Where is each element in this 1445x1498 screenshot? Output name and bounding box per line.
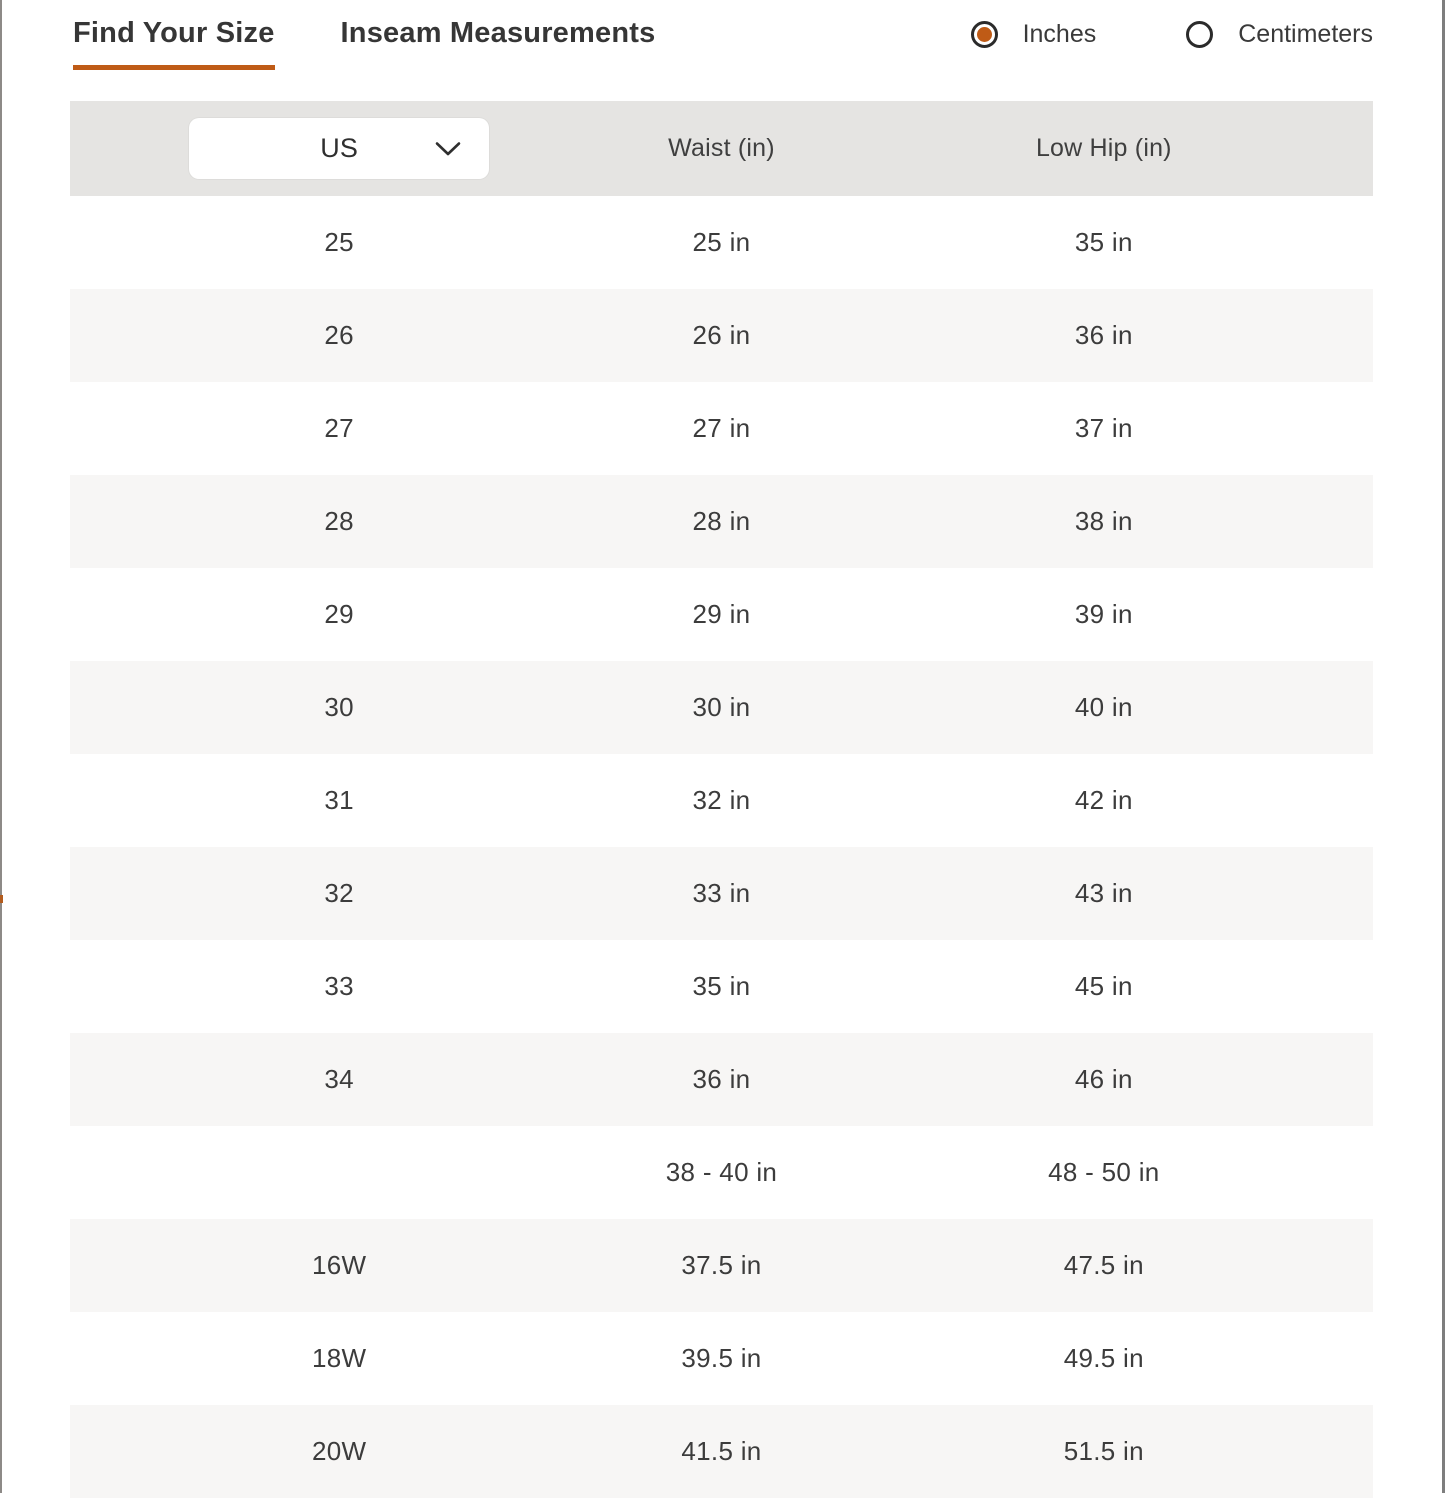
table-cell: 31 [324, 785, 354, 815]
table-cell: 35 in [692, 971, 751, 1001]
table-cell: 43 in [1074, 878, 1133, 908]
table-row [70, 1033, 1373, 1126]
table-cell: 42 in [1074, 785, 1133, 815]
table-row [70, 475, 1373, 568]
table-cell: 26 [324, 320, 354, 350]
tab-find-your-size[interactable]: Find Your Size [73, 0, 275, 70]
table-row [70, 289, 1373, 382]
table-cell: 49.5 in [1063, 1343, 1144, 1373]
table-cell: 29 in [692, 599, 751, 629]
table-cell: 28 [324, 506, 354, 536]
table-cell: 25 [324, 227, 354, 257]
table-row [70, 1312, 1373, 1405]
table-cell: 27 in [692, 413, 751, 443]
table-cell: 16W [311, 1250, 367, 1280]
radio-unselected-icon [1186, 21, 1213, 48]
table-row [70, 940, 1373, 1033]
table-row [70, 754, 1373, 847]
table-cell: 29 [324, 599, 354, 629]
column-header-waist: Waist (in) [668, 134, 775, 162]
table-cell: 30 in [692, 692, 751, 722]
radio-dot [977, 27, 992, 42]
table-cell: 40 in [1074, 692, 1133, 722]
table-cell: 37.5 in [681, 1250, 762, 1280]
chevron-down-icon [435, 141, 461, 156]
table-cell: 37 in [1074, 413, 1133, 443]
column-header-size [148, 118, 530, 179]
table-row [70, 1219, 1373, 1312]
table-row [70, 382, 1373, 475]
table-row [70, 1405, 1373, 1498]
region-select[interactable] [189, 118, 489, 179]
table-cell: 34 [324, 1064, 354, 1094]
radio-selected-icon [971, 21, 998, 48]
table-row [70, 1126, 1373, 1219]
table-cell: 46 in [1074, 1064, 1133, 1094]
table-cell: 27 [324, 413, 354, 443]
size-table [70, 101, 1373, 1498]
table-cell: 33 in [692, 878, 751, 908]
table-cell: 33 [324, 971, 354, 1001]
table-cell: 36 in [1074, 320, 1133, 350]
unit-option-inches[interactable] [971, 20, 1097, 49]
table-cell: 30 [324, 692, 354, 722]
table-row [70, 568, 1373, 661]
table-cell: 35 in [1074, 227, 1133, 257]
table-cell: 45 in [1074, 971, 1133, 1001]
table-cell: 20W [311, 1436, 367, 1466]
table-cell: 41.5 in [681, 1436, 762, 1466]
table-cell: 38 - 40 in [665, 1157, 778, 1187]
table-cell: 26 in [692, 320, 751, 350]
size-table-body [70, 196, 1373, 1498]
region-select-value: US [320, 133, 359, 163]
tab-inseam-measurements[interactable]: Inseam Measurements [340, 17, 656, 49]
unit-inches-label: Inches [1022, 20, 1097, 48]
table-cell: 18W [311, 1343, 367, 1373]
table-cell: 39.5 in [681, 1343, 762, 1373]
table-cell: 39 in [1074, 599, 1133, 629]
size-table-header [70, 101, 1373, 196]
table-cell: 38 in [1074, 506, 1133, 536]
unit-centimeters-label: Centimeters [1238, 20, 1373, 48]
table-cell: 32 in [692, 785, 751, 815]
size-chart-topbar [0, 0, 1445, 101]
table-cell: 36 in [692, 1064, 751, 1094]
table-row [70, 196, 1373, 289]
table-row [70, 661, 1373, 754]
table-cell: 25 in [692, 227, 751, 257]
table-row [70, 847, 1373, 940]
table-cell: 32 [324, 878, 354, 908]
table-cell: 51.5 in [1063, 1436, 1144, 1466]
table-cell: 28 in [692, 506, 751, 536]
table-cell: 48 - 50 in [1048, 1157, 1160, 1187]
unit-option-centimeters[interactable] [1186, 20, 1373, 49]
unit-toggle [971, 20, 1373, 49]
panel-left-border [0, 0, 2, 1493]
background-bleed-artifact [0, 895, 3, 903]
table-cell: 47.5 in [1063, 1250, 1144, 1280]
column-header-low-hip: Low Hip (in) [1035, 134, 1172, 162]
tabs [73, 0, 655, 70]
